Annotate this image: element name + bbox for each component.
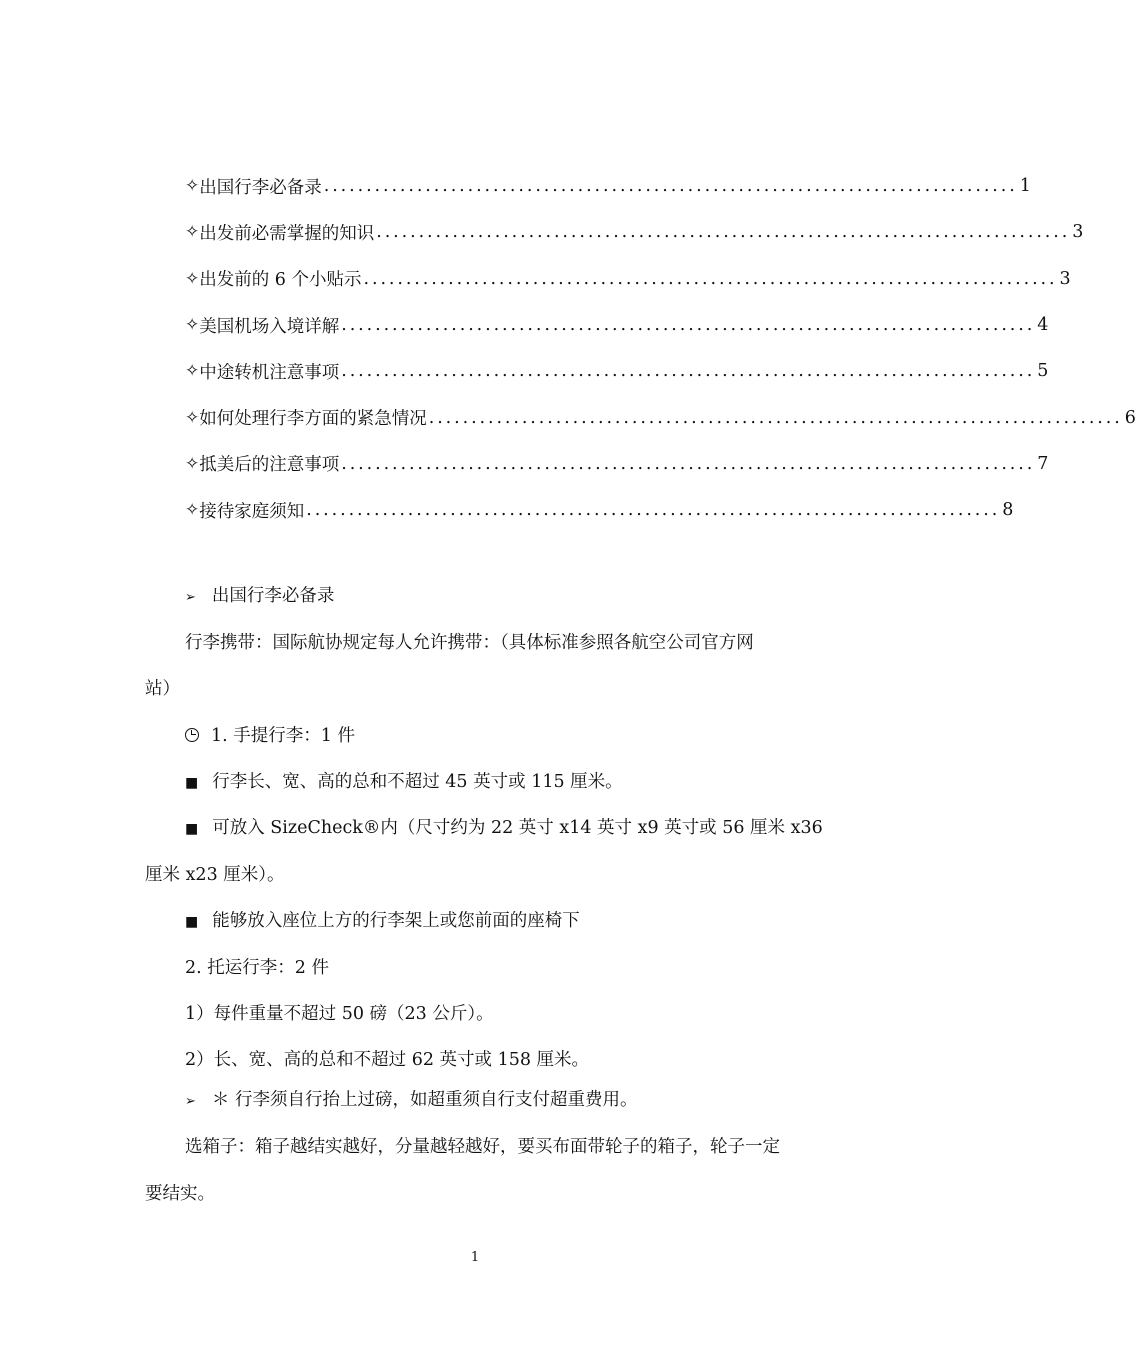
- checked-heading: 2. 托运行李：2 件: [185, 958, 329, 978]
- diamond-star-icon: ✧: [185, 361, 200, 382]
- clock-icon: [185, 728, 199, 742]
- carry-on-item: [185, 768, 623, 793]
- toc-entry-page: 7: [1037, 453, 1049, 474]
- toc-entry-title: 抵美后的注意事项: [199, 455, 340, 476]
- diamond-star-icon: ✧: [185, 407, 200, 428]
- intro-paragraph-continuation: 站）: [145, 679, 180, 699]
- toc-entry-title: 接待家庭须知: [199, 501, 305, 522]
- dot-leader: ..................................................................................: [428, 407, 1123, 428]
- diamond-star-icon: ✧: [185, 176, 200, 197]
- dot-leader: ..................................................................................: [341, 361, 1036, 382]
- square-bullet-icon: ■: [185, 821, 199, 837]
- toc-entry-title: 出发前的 6 个小贴示: [199, 270, 362, 291]
- toc-entry-page: 8: [1002, 500, 1014, 521]
- diamond-star-icon: ✧: [185, 222, 200, 243]
- toc-entry[interactable]: [185, 348, 1049, 394]
- toc-entry[interactable]: [185, 441, 1049, 487]
- dot-leader: ..................................................................................: [363, 268, 1058, 289]
- square-bullet-icon: ■: [185, 914, 199, 930]
- arrow-bullet-icon: ➢: [185, 590, 196, 605]
- carry-on-heading-text: 1. 手提行李：1 件: [211, 726, 355, 746]
- toc-entry-title: 出国行李必备录: [199, 177, 322, 198]
- arrow-bullet-icon: ➢: [185, 1094, 196, 1109]
- checked-item: 1）每件重量不超过 50 磅（23 公斤）。: [185, 1004, 494, 1024]
- carry-on-item: [185, 907, 580, 932]
- carry-on-item-continuation: 厘米 x23 厘米）。: [145, 865, 285, 885]
- toc-entry-page: 6: [1124, 407, 1136, 428]
- intro-paragraph: 行李携带：国际航协规定每人允许携带：（具体标准参照各航空公司官方网: [185, 633, 754, 653]
- toc-entry[interactable]: [185, 163, 1031, 209]
- suitcase-paragraph-continuation: 要结实。: [145, 1184, 215, 1204]
- weight-note-text: ＊ 行李须自行抬上过磅，如超重须自行支付超重费用。: [211, 1090, 638, 1110]
- carry-on-heading: [185, 722, 355, 747]
- toc-entry-title: 中途转机注意事项: [199, 362, 340, 383]
- section-heading-text: 出国行李必备录: [211, 586, 335, 606]
- suitcase-paragraph: 选箱子：箱子越结实越好，分量越轻越好，要买布面带轮子的箱子，轮子一定: [185, 1137, 780, 1157]
- toc-entry-page: 3: [1072, 222, 1084, 243]
- dot-leader: ..................................................................................: [341, 315, 1036, 336]
- toc-entry-title: 出发前必需掌握的知识: [199, 223, 375, 244]
- toc-entry[interactable]: [185, 256, 1071, 302]
- square-bullet-icon: ■: [185, 775, 199, 791]
- toc-entry-page: 3: [1059, 268, 1071, 289]
- dot-leader: ..................................................................................: [376, 222, 1071, 243]
- page-number: 1: [470, 1250, 480, 1265]
- toc-entry[interactable]: [185, 302, 1049, 348]
- toc-entry-page: 5: [1037, 361, 1049, 382]
- diamond-star-icon: ✧: [185, 500, 200, 521]
- diamond-star-icon: ✧: [185, 453, 200, 474]
- toc-entry-title: 如何处理行李方面的紧急情况: [199, 409, 427, 430]
- toc-entry-page: 4: [1037, 315, 1049, 336]
- dot-leader: ..................................................................................: [323, 176, 1018, 197]
- carry-on-item-text: 能够放入座位上方的行李架上或您前面的座椅下: [212, 911, 580, 931]
- diamond-star-icon: ✧: [185, 315, 200, 336]
- dot-leader: ..................................................................................: [306, 500, 1001, 521]
- section-heading: [185, 582, 334, 607]
- carry-on-item: [185, 814, 823, 839]
- diamond-star-icon: ✧: [185, 268, 200, 289]
- table-of-contents: [185, 163, 1136, 533]
- toc-entry-page: 1: [1019, 176, 1031, 197]
- toc-entry[interactable]: [185, 487, 1014, 533]
- carry-on-item-text: 行李长、宽、高的总和不超过 45 英寸或 115 厘米。: [212, 772, 623, 792]
- checked-item: 2）长、宽、高的总和不超过 62 英寸或 158 厘米。: [185, 1050, 590, 1070]
- dot-leader: ..................................................................................: [341, 453, 1036, 474]
- toc-entry[interactable]: [185, 209, 1084, 255]
- toc-entry-title: 美国机场入境详解: [199, 316, 340, 337]
- carry-on-item-text: 可放入 SizeCheck®内（尺寸约为 22 英寸 x14 英寸 x9 英寸或 56 厘米 x36: [212, 818, 823, 838]
- toc-entry[interactable]: [185, 394, 1136, 440]
- weight-note: [185, 1086, 637, 1111]
